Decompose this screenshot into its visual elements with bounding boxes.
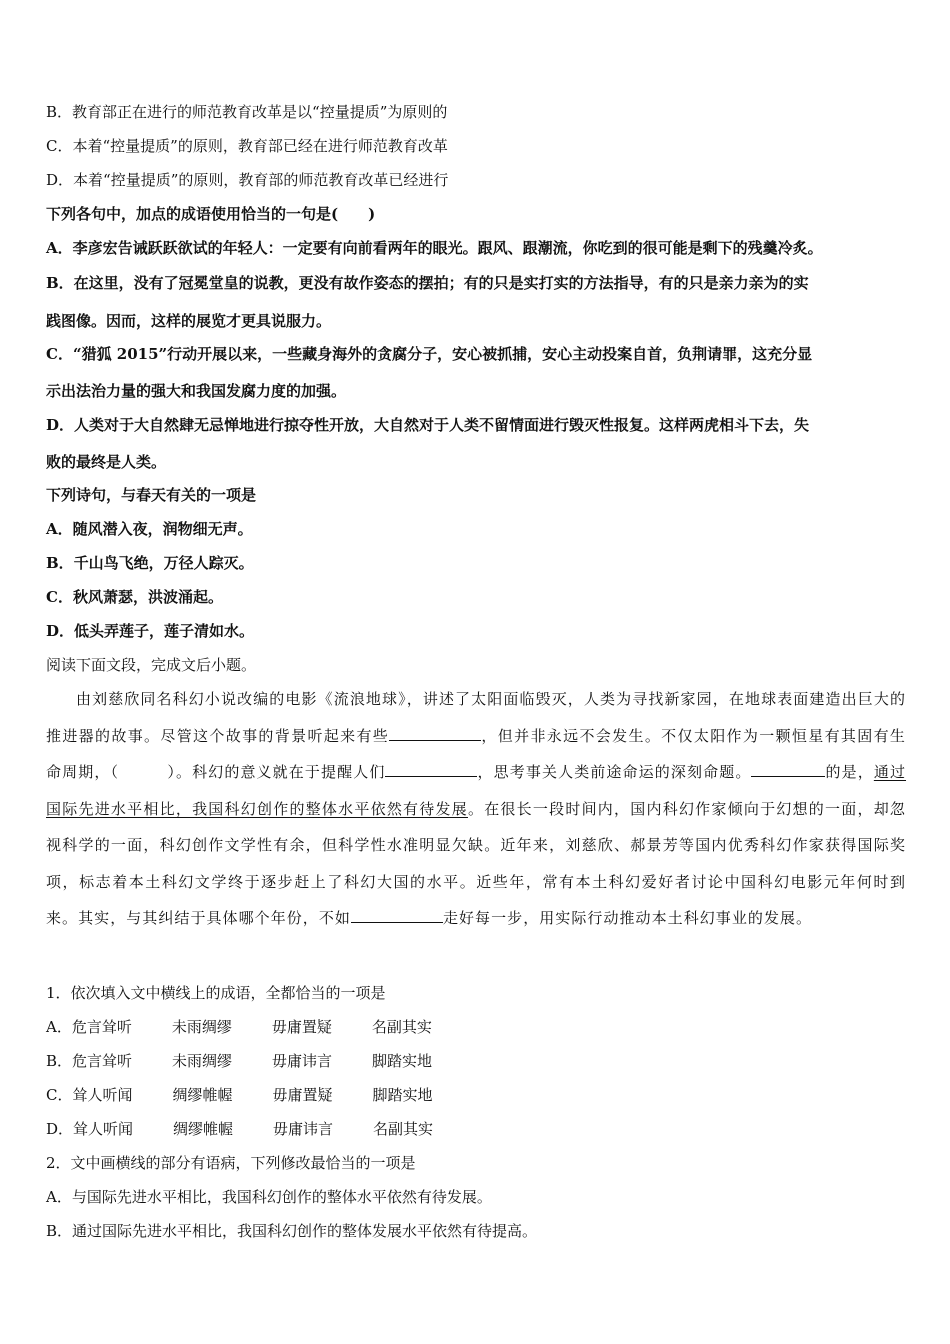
- q1-option-a: [46, 1017, 432, 1037]
- idiom-option-c-line1: C．“猎狐 2015”行动开展以来，一些藏身海外的贪腐分子，安心被抓捕，安心主动投案自首，负荆请罪，这充分显: [46, 345, 813, 363]
- option-word: 危言耸听: [72, 1052, 133, 1070]
- poem-question-stem: 下列诗句，与春天有关的一项是: [46, 486, 257, 504]
- prev-option-c: C．本着“控量提质”的原则，教育部已经在进行师范教育改革: [46, 137, 448, 155]
- q1-option-d: [46, 1119, 433, 1139]
- reading-intro: 阅读下面文段，完成文后小题。: [46, 656, 257, 674]
- q2-option-a: A．与国际先进水平相比，我国科幻创作的整体水平依然有待发展。: [46, 1188, 492, 1206]
- prev-option-b: B．教育部正在进行的师范教育改革是以“控量提质”为原则的: [46, 103, 448, 121]
- underlined-sentence: 通过国际先进水平相比，我国科幻创作的整体水平依然有待发展: [46, 763, 907, 818]
- poem-option-b: B．千山鸟飞绝，万径人踪灭。: [46, 554, 254, 572]
- q1-option-c: [46, 1085, 433, 1105]
- blank-2: [385, 762, 477, 777]
- poem-option-a: A．随风潜入夜，润物细无声。: [46, 520, 253, 538]
- passage-text-2: ，但并非永远不会发生。不仅太阳作为一颗恒星有其固有生命周期，（ ）。科幻的意义就在于提醒人们: [46, 726, 906, 781]
- option-word: 未雨绸缪: [172, 1052, 233, 1070]
- option-word: 毋庸置疑: [272, 1086, 333, 1104]
- option-word: 毋庸讳言: [272, 1052, 333, 1070]
- blank-1: [389, 726, 481, 741]
- idiom-option-b-line1: B．在这里，没有了冠冕堂皇的说教，更没有故作姿态的摆拍；有的只是实打实的方法指导，有的只是亲力亲为的实: [46, 274, 809, 292]
- poem-option-d: D．低头弄莲子，莲子清如水。: [46, 622, 255, 640]
- passage-text-3: ，思考事关人类前途命运的深刻命题。: [477, 763, 752, 781]
- q1-stem: 1．依次填入文中横线上的成语，全都恰当的一项是: [46, 984, 386, 1002]
- prev-option-d: D．本着“控量提质”的原则，教育部的师范教育改革已经进行: [46, 171, 449, 189]
- q2-option-b: B．通过国际先进水平相比，我国科幻创作的整体发展水平依然有待提高。: [46, 1222, 538, 1240]
- option-word: 脚踏实地: [372, 1052, 433, 1070]
- idiom-option-a: A．李彦宏告诫跃跃欲试的年轻人：一定要有向前看两年的眼光。跟风、跟潮流，你吃到的很可能是剩下的残羹冷炙。: [46, 239, 823, 257]
- option-label: B．: [46, 1052, 73, 1070]
- passage-text-1: 由刘慈欣同名科幻小说改编的电影《流浪地球》，讲述了太阳面临毁灭，人类为寻找新家园，在地球表面建造出巨大的推进器的故事。尽管这个故事的背景听起来有些: [46, 690, 906, 745]
- idiom-question-stem: 下列各句中，加点的成语使用恰当的一句是( ): [46, 205, 376, 223]
- option-label: D．: [46, 1120, 74, 1138]
- passage-text-4: 的是，: [825, 763, 874, 781]
- option-word: 耸人听闻: [73, 1120, 134, 1138]
- q1-option-b: [46, 1051, 432, 1071]
- passage-text-5: 。在很长一段时间内，国内科幻作家倾向于幻想的一面，却忽视科学的一面，科幻创作文学性有余，但科学性水准明显欠缺。近年来，刘慈欣、郝景芳等国内优秀科幻作家获得国际奖项，标志着本土科幻文学终于逐步赶上了科幻大国的水平。近些年，常有本土科幻爱好者讨论中国科幻电影元年何时到来。其实，与其纠结于具体哪个年份，不如: [46, 799, 906, 927]
- idiom-option-d-line2: 败的最终是人类。: [46, 453, 167, 471]
- q2-stem: 2．文中画横线的部分有语病，下列修改最恰当的一项是: [46, 1154, 416, 1172]
- option-word: 未雨绸缪: [171, 1018, 232, 1036]
- option-label: C．: [46, 1086, 73, 1104]
- option-word: 名副其实: [371, 1018, 432, 1036]
- option-word: 危言耸听: [71, 1018, 132, 1036]
- option-label: A．: [46, 1018, 72, 1036]
- option-word: 名副其实: [373, 1120, 434, 1138]
- blank-4: [351, 908, 443, 923]
- blank-3: [751, 762, 825, 777]
- poem-option-c: C．秋风萧瑟，洪波涌起。: [46, 588, 223, 606]
- idiom-option-d-line1: D．人类对于大自然肆无忌惮地进行掠夺性开放，大自然对于人类不留情面进行毁灭性报复。这样两虎相斗下去，失: [46, 416, 810, 434]
- option-word: 耸人听闻: [72, 1086, 133, 1104]
- option-word: 毋庸讳言: [273, 1120, 334, 1138]
- option-word: 绸缪帷幄: [173, 1120, 234, 1138]
- idiom-option-c-line2: 示出法治力量的强大和我国发腐力度的加强。: [46, 382, 347, 400]
- reading-passage: [46, 681, 906, 937]
- option-word: 脚踏实地: [372, 1086, 433, 1104]
- option-word: 绸缪帷幄: [172, 1086, 233, 1104]
- idiom-option-b-line2: 践图像。因而，这样的展览才更具说服力。: [46, 312, 332, 330]
- passage-text-6: 走好每一步，用实际行动推动本土科幻事业的发展。: [442, 909, 813, 927]
- option-word: 毋庸置疑: [271, 1018, 332, 1036]
